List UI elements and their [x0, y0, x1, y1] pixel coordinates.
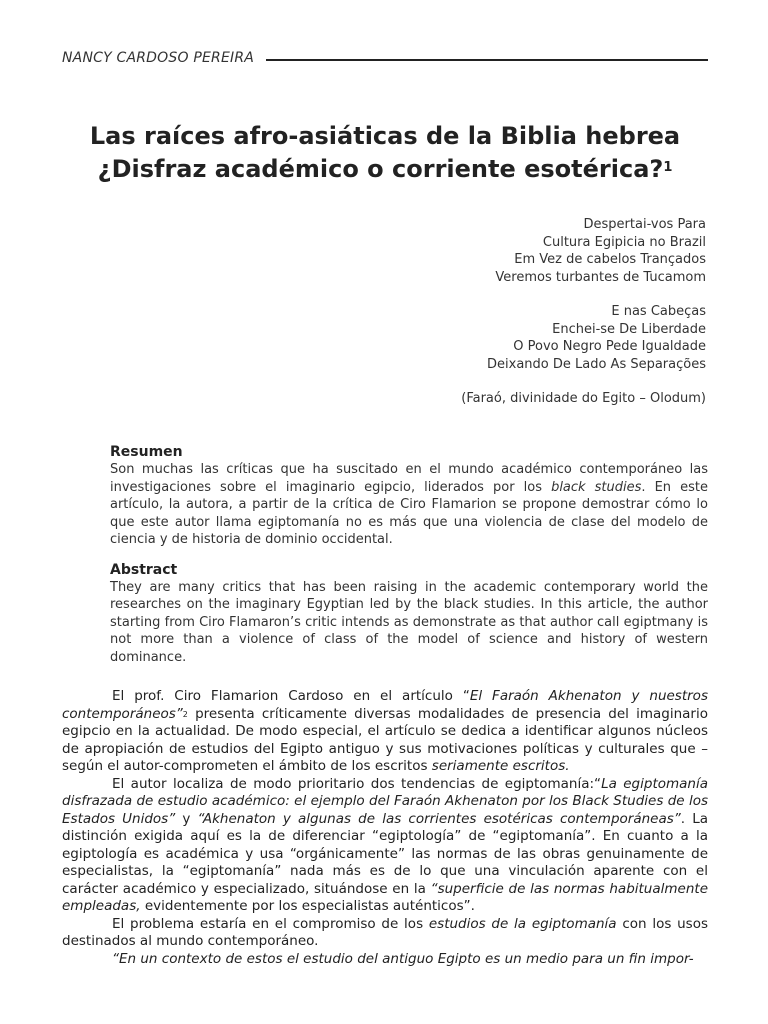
p2-text-a: El autor localiza de modo prioritario dos tendencias de egiptomanía:“ — [112, 775, 602, 792]
epigraph — [461, 216, 706, 408]
epigraph-line: Deixando De Lado As Separações — [487, 356, 706, 372]
resumen-text-b: . En este artículo, la autora, a partir de la crítica de Ciro Flamarion se propone demostrar cómo lo que este autor llama egiptomanía no es más que una violencia de clase del modelo de ciencia y de historia de dominio occidental. — [110, 479, 708, 547]
p2-text-b: y — [175, 810, 198, 827]
resumen-heading: Resumen — [110, 444, 183, 460]
p3-text-b: con los usos destinados al mundo contemporáneo. — [62, 915, 708, 949]
p1-text-a: El prof. Ciro Flamarion Cardoso en el artículo “ — [112, 688, 470, 704]
resumen-text-em: black studies — [551, 479, 642, 495]
body-paragraph-1 — [62, 688, 708, 776]
p2-text-c: . La distinción exigida aquí es la de diferenciar “egiptología” de “egiptomanía”. En cuanto a la egiptología es académica y usa “orgánicamente” las normas de las obras genuinamente de especialistas, la “egiptomanía” nada más es de lo que una vinculación aparente con el carácter académico y especializado, situándose en la — [62, 810, 708, 897]
epigraph-line: E nas Cabeças — [611, 304, 706, 319]
title-line-2-text: ¿Disfraz académico o corriente esotérica? — [97, 155, 664, 183]
title-line-1: Las raíces afro-asiáticas de la Biblia hebrea — [89, 122, 681, 150]
resumen-text-a: Son muchas las críticas que ha suscitado en el mundo académico contemporáneo las investigaciones sobre el imaginario egipcio, liderados por los — [110, 462, 708, 495]
abstract-text: They are many critics that has been raising in the academic contemporary world the researches on the imaginary Egyptian led by the black studies. In this article, the author starting from Ciro Flamaron’s critic intends as demonstrate as that author call egiptmany is not more than a violence of class of the model of science and history of western dominance. — [110, 579, 708, 665]
p2-em-2: “Akhenaton y algunas de las corrientes esotéricas contemporáneas” — [197, 810, 681, 827]
epigraph-line: Despertai-vos Para — [583, 217, 706, 232]
title-footnote-ref[interactable]: 1 — [663, 160, 673, 175]
epigraph-stanza-1 — [461, 216, 706, 286]
running-header — [62, 50, 708, 66]
header-author: NANCY CARDOSO PEREIRA — [62, 50, 255, 66]
epigraph-line: Em Vez de cabelos Trançados — [514, 252, 706, 267]
header-rule — [266, 59, 708, 61]
p2-text-d: evidentemente por los especialistas auténticos”. — [140, 898, 475, 914]
p1-footnote-ref[interactable]: 2 — [182, 709, 188, 719]
article-title — [62, 120, 708, 186]
epigraph-line: O Povo Negro Pede Igualdade — [513, 339, 706, 354]
body-paragraph-2 — [62, 776, 708, 916]
epigraph-line: Cultura Egipicia no Brazil — [542, 234, 706, 250]
p1-title-citation: El Faraón Akhenaton y nuestros contemporáneos” — [62, 688, 708, 722]
epigraph-stanza-2 — [461, 303, 706, 373]
title-line-2 — [62, 153, 708, 186]
p2-em-3: “superficie de las normas habitualmente empleadas, — [62, 880, 709, 914]
p2-em-1: La egiptomanía disfrazada de estudio académico: el ejemplo del Faraón Akhenaton por los Black Studies de los Estados Unidos” — [62, 775, 708, 827]
p1-em-2: seriamente escritos. — [431, 758, 570, 774]
epigraph-source: (Faraó, divinidade do Egito – Olodum) — [461, 391, 706, 406]
body-paragraph-4 — [62, 951, 708, 969]
p3-em: estudios de la egiptomanía — [428, 915, 617, 932]
epigraph-line: Enchei-se De Liberdade — [552, 321, 706, 337]
abstract-heading: Abstract — [110, 561, 178, 578]
p1-text-b: presenta críticamente diversas modalidades de presencia del imaginario egipcio en la actualidad. De modo especial, el artículo se dedica a identificar algunos núcleos de apropiación de estudios del Egipto antiguo y sus motivaciones políticas y culturales que –según el autor-comprometen el ámbito de los escritos — [62, 705, 708, 774]
body-paragraph-3 — [62, 916, 708, 951]
abstracts-section — [110, 443, 708, 666]
article-body — [62, 688, 708, 968]
p3-text-a: El problema estaría en el compromiso de los — [112, 915, 429, 932]
p4-quote: “En un contexto de estos el estudio del antiguo Egipto es un medio para un fin impor- — [112, 950, 694, 967]
resumen-text — [110, 461, 708, 549]
epigraph-line: Veremos turbantes de Tucamom — [495, 269, 706, 285]
